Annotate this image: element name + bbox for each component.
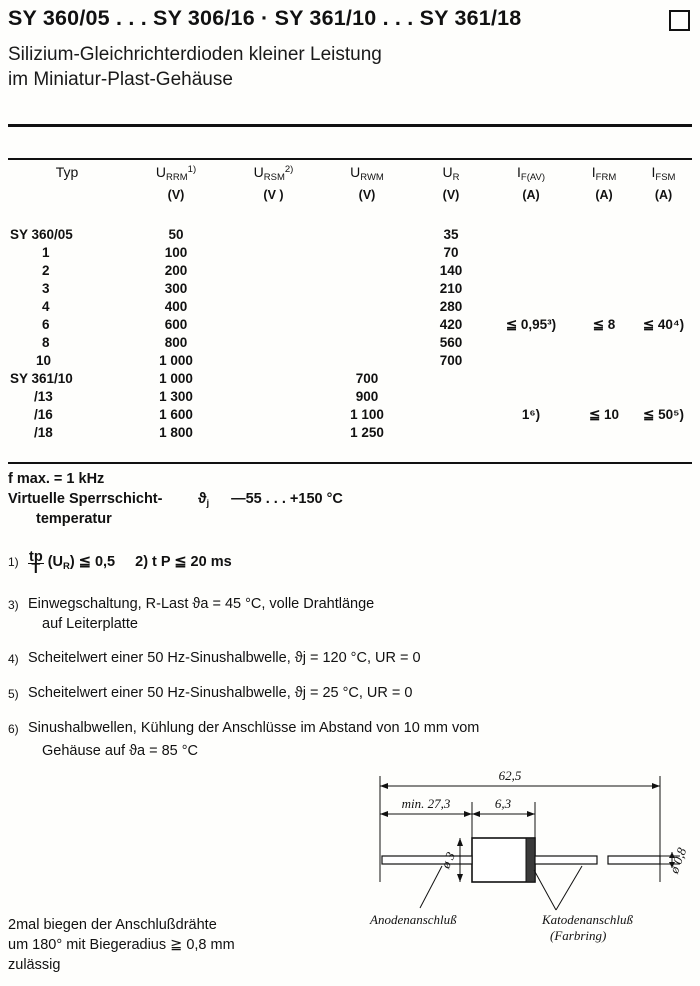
header [8,6,692,31]
note-fmax: f max. = 1 kHz [8,471,105,487]
footnote-tail: 2) t P ≦ 20 ms [135,554,232,571]
corner-marker-box [669,10,690,31]
bending-note-line-1: 2mal biegen der Anschlußdrähte [8,917,217,933]
label-cathode-color-ring: (Farbring) [550,928,607,943]
footnote-3 [8,594,692,634]
footnote-mark: 3) [8,598,19,613]
divider-top [8,124,692,127]
package-drawing [360,762,692,952]
divider-table-bottom [8,462,692,464]
divider-table-header [8,158,692,160]
dim-wire-diameter-label: ø 0,8 [666,845,690,876]
note-virtual-temp [8,490,692,510]
column-header-urrm: $U_{RRM}^{1)}$ (V) [155,164,197,202]
table-row: 4 400 280 [42,299,463,314]
dim-min-lead [380,811,472,817]
column-header-ifrm: $I_{FRM}$ (A) [591,164,617,202]
footnote-mark: 6) [8,722,19,737]
footnote-text: Sinushalbwellen, Kühlung der Anschlüsse im Abstand von 10 mm vom [28,720,480,737]
footnote-mark: 4) [8,652,19,667]
table-body [8,210,692,442]
bending-note [8,915,338,975]
table-row: /13 1 300 900 [34,389,379,404]
table-header-row [8,164,692,210]
dim-body-length [472,811,535,817]
subtitle-line-2: im Miniatur-Plast-Gehäuse [8,69,233,90]
label-cathode: Katodenanschluß [542,912,633,927]
note-virtual-temp-cont: temperatur [36,511,112,527]
footnote-6 [8,718,692,761]
footnote-text-cont: auf Leiterplatte [42,616,138,633]
column-header-typ: Typ [55,164,79,180]
table-row: SY 361/10 1 000 700 [10,371,379,386]
footnote-text-cont: Gehäuse auf ϑa = 85 °C [42,743,199,760]
label-anode: Anodenanschluß [370,912,457,927]
footnote-fraction: $\frac{tp}{T}$ [29,549,43,577]
notes-block [8,470,692,761]
footnote-text: Einwegschaltung, R-Last ϑa = 45 °C, volle Drahtlänge [28,596,375,613]
column-header-ur: $U_R$ (V) [442,164,460,202]
footnote-mark: 1) [8,555,19,569]
footnote-1 [8,549,692,577]
dim-body-length-label: 6,3 [494,796,512,811]
dim-total-label: 62,5 [498,768,522,783]
table-row: /18 1 800 1 250 [34,425,384,440]
footnote-text: $(U_R)$ ≦ 0,5 [47,554,116,573]
dim-total-length [380,783,660,789]
bending-note-line-2: um 180° mit Biegeradius ≧ 0,8 mm [8,937,235,953]
table-row: 6 600 420 ≦ 0,95³) ≦ 8 ≦ 40⁴) [42,317,685,332]
dim-body-diameter-label: ø 3 [437,849,459,871]
table-row: SY 360/05 50 35 [10,227,459,242]
note-virtual-temp-label: Virtuelle Sperrschicht- [8,491,163,507]
table-row: 1 100 70 [42,245,459,260]
footnote-mark: 5) [8,687,19,702]
parameter-table [8,164,692,442]
page-title: SY 360/05 . . . SY 306/16 · SY 361/10 . . . SY 361/18 [8,6,522,30]
table-row [8,210,692,226]
note-virtual-temp-value: —55 . . . +150 °C [231,491,343,507]
table-row: 2 200 140 [42,263,463,278]
table-row: /16 1 600 1 100 1⁶) ≦ 10 ≦ 50⁵) [34,407,684,422]
column-header-ifav: $I_{F(AV)}$ (A) [517,164,545,202]
footnotes [8,551,692,761]
column-header-urwm: $U_{RWM}$ (V) [350,164,384,202]
footnote-text: Scheitelwert einer 50 Hz-Sinushalbwelle, ϑj = 25 °C, UR = 0 [28,685,413,702]
note-virtual-temp-symbol: $ϑ_j$ [198,491,210,509]
diode-body [472,838,535,882]
bending-note-line-3: zulässig [8,957,61,973]
footnote-4 [8,648,692,669]
column-header-ursm: $U_{RSM}^{2)}$ (V ) [253,164,294,202]
subtitle [8,42,668,92]
dim-min-lead-label: min. 27,3 [401,796,451,811]
table-row: 10 1 000 700 [36,353,463,368]
subtitle-line-1: Silizium-Gleichrichterdioden kleiner Leistung [8,44,382,65]
table-row: 8 800 560 [42,335,463,350]
column-header-ifsm: $I_{FSM}$ (A) [651,164,676,202]
footnote-text: Scheitelwert einer 50 Hz-Sinushalbwelle, ϑj = 120 °C, UR = 0 [28,650,421,667]
table-row: 3 300 210 [42,281,463,296]
footnote-5 [8,683,692,704]
